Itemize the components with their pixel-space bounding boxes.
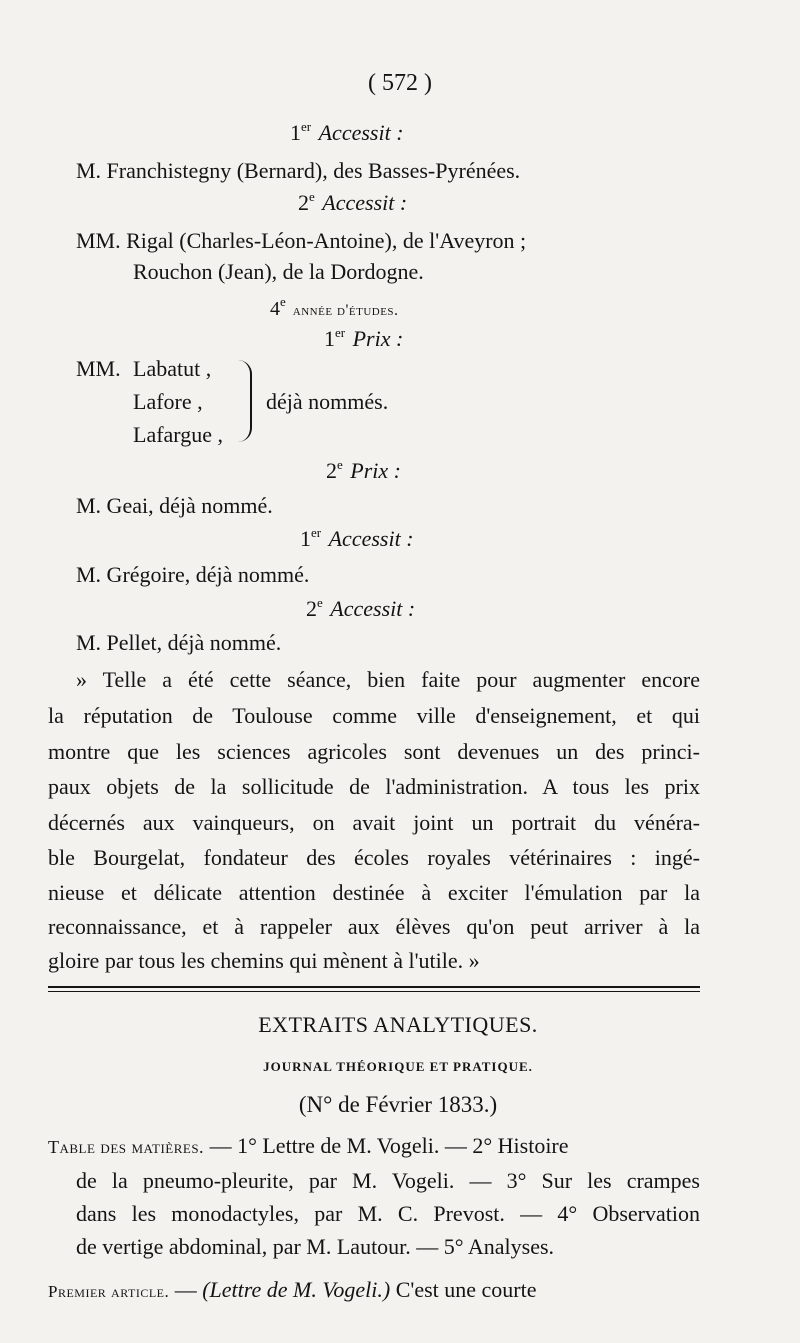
- accessit-3-winner: M. Grégoire, déjà nommé.: [76, 562, 310, 587]
- quote-line: gloire par tous les chemins qui mènent à l'utile. »: [48, 948, 480, 973]
- page-number: ( 572 ): [368, 70, 432, 96]
- accessit-heading-1: 1er Accessit :: [290, 119, 404, 145]
- section-heading-4e-annee: 4e année d'études.: [270, 294, 399, 320]
- accessit-heading-3: 1er Accessit :: [300, 525, 414, 551]
- accessit-2-winner-line: Rouchon (Jean), de la Dordogne.: [133, 259, 424, 284]
- prix-1-name: Labatut ,: [133, 356, 212, 381]
- prix-1-name: Lafargue ,: [133, 422, 223, 447]
- prix-1-name: Lafore ,: [133, 389, 203, 414]
- grouping-brace: [236, 360, 252, 442]
- quote-line: reconnaissance, et à rappeler aux élèves qu'on peut arriver à la: [48, 914, 700, 939]
- prix-1-prefix: MM.: [76, 356, 121, 381]
- accessit-2-winner-line: MM. Rigal (Charles-Léon-Antoine), de l'Aveyron ;: [76, 228, 527, 253]
- issue-line: (N° de Février 1833.): [298, 1092, 498, 1117]
- table-of-contents-line: de la pneumo-pleurite, par M. Vogeli. — 3° Sur les crampes: [76, 1168, 700, 1193]
- quote-line: paux objets de la sollicitude de l'administration. A tous les prix: [48, 774, 700, 799]
- quote-line: » Telle a été cette séance, bien faite pour augmenter encore: [76, 667, 700, 692]
- table-of-contents-line: de vertige abdominal, par M. Lautour. — 5° Analyses.: [76, 1234, 555, 1259]
- accessit-1-winner: M. Franchistegny (Bernard), des Basses-Pyrénées.: [76, 158, 521, 183]
- quote-line: montre que les sciences agricoles sont devenues un des princi-: [48, 739, 700, 764]
- accessit-heading-2: 2e Accessit :: [298, 189, 408, 215]
- prix-heading-2: 2e Prix :: [326, 457, 401, 483]
- quote-line: décernés aux vainqueurs, on avait joint un portrait du vénéra-: [48, 810, 700, 835]
- quote-line: ble Bourgelat, fondateur des écoles royales vétérinaires : ingé-: [48, 845, 700, 870]
- journal-subtitle: JOURNAL THÉORIQUE ET PRATIQUE.: [263, 1059, 533, 1074]
- accessit-heading-4: 2e Accessit :: [306, 595, 416, 621]
- quote-line: la réputation de Toulouse comme ville d'enseignement, et qui: [48, 703, 700, 728]
- prix-2-winner: M. Geai, déjà nommé.: [76, 493, 273, 518]
- table-of-contents-line: dans les monodactyles, par M. C. Prevost. — 4° Observation: [76, 1201, 700, 1226]
- quote-line: nieuse et délicate attention destinée à exciter l'émulation par la: [48, 880, 700, 905]
- section-divider: [48, 986, 700, 988]
- prix-heading-1: 1er Prix :: [324, 325, 404, 351]
- premier-article-line: Premier article. — (Lettre de M. Vogeli.) C'est une courte: [48, 1277, 537, 1302]
- accessit-4-winner: M. Pellet, déjà nommé.: [76, 630, 282, 655]
- section-divider: [48, 991, 700, 992]
- table-of-contents-line: Table des matières. — 1° Lettre de M. Vogeli. — 2° Histoire: [48, 1133, 569, 1158]
- extraits-title: EXTRAITS ANALYTIQUES.: [258, 1012, 538, 1037]
- prix-1-note: déjà nommés.: [266, 389, 389, 414]
